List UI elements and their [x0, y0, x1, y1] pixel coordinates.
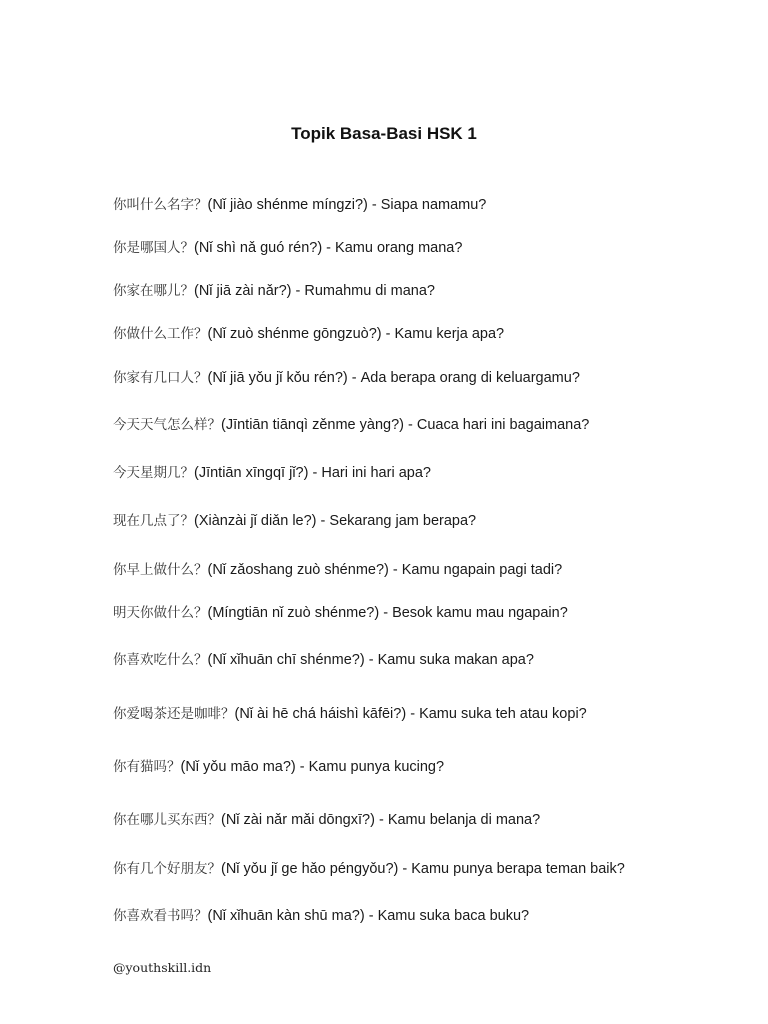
separator: -	[381, 326, 395, 342]
chinese-text: 你喜欢吃什么？	[113, 652, 208, 668]
separator: -	[295, 759, 309, 775]
phrase-item	[113, 650, 753, 670]
footer-handle: @youthskill.idn	[113, 960, 212, 975]
phrase-item	[113, 415, 753, 435]
translation-text: Kamu punya berapa teman baik?	[411, 861, 625, 877]
chinese-text: 你有猫吗？	[113, 759, 181, 775]
chinese-text: 现在几点了？	[113, 513, 194, 529]
pinyin-text: (Nǐ ài hē chá háishì kāfēi?)	[234, 706, 407, 722]
chinese-text: 你是哪国人？	[113, 240, 194, 256]
pinyin-text: (Jīntiān xīngqī jǐ?)	[194, 465, 309, 481]
pinyin-text: (Míngtiān nǐ zuò shénme?)	[207, 605, 380, 621]
phrase-item	[113, 757, 753, 777]
translation-text: Kamu kerja apa?	[394, 326, 505, 342]
phrase-item	[113, 511, 753, 531]
document-title: Topik Basa-Basi HSK 1	[291, 124, 477, 143]
pinyin-text: (Nǐ zài nǎr mǎi dōngxī?)	[221, 812, 375, 828]
chinese-text: 你有几个好朋友？	[113, 861, 221, 877]
separator: -	[364, 652, 378, 668]
pinyin-text: (Nǐ jiā yǒu jǐ kǒu rén?)	[207, 370, 348, 386]
phrase-item	[113, 560, 753, 580]
chinese-text: 今天星期几？	[113, 465, 194, 481]
chinese-text: 你做什么工作？	[113, 326, 208, 342]
pinyin-text: (Nǐ zǎoshang zuò shénme?)	[207, 562, 389, 578]
separator: -	[388, 562, 402, 578]
translation-text: Ada berapa orang di keluargamu?	[360, 370, 580, 386]
translation-text: Kamu ngapain pagi tadi?	[401, 562, 563, 578]
separator: -	[379, 605, 393, 621]
translation-text: Kamu suka teh atau kopi?	[419, 706, 587, 722]
phrase-item	[113, 906, 753, 926]
chinese-text: 明天你做什么？	[113, 605, 208, 621]
translation-text: Hari ini hari apa?	[321, 465, 431, 481]
translation-text: Besok kamu mau ngapain?	[392, 605, 568, 621]
phrase-item	[113, 463, 753, 483]
chinese-text: 你家在哪儿？	[113, 283, 194, 299]
separator: -	[403, 417, 417, 433]
pinyin-text: (Nǐ xǐhuān chī shénme?)	[207, 652, 365, 668]
pinyin-text: (Jīntiān tiānqì zěnme yàng?)	[221, 417, 404, 433]
phrase-item	[113, 603, 753, 623]
chinese-text: 你在哪儿买东西？	[113, 812, 221, 828]
pinyin-text: (Nǐ jiào shénme míngzi?)	[207, 197, 368, 213]
translation-text: Kamu belanja di mana?	[387, 812, 541, 828]
phrase-item	[113, 324, 753, 344]
translation-text: Cuaca hari ini bagaimana?	[416, 417, 590, 433]
separator: -	[367, 197, 381, 213]
chinese-text: 你家有几口人？	[113, 370, 208, 386]
pinyin-text: (Xiànzài jǐ diǎn le?)	[194, 513, 317, 529]
phrase-item	[113, 859, 753, 879]
chinese-text: 你爱喝茶还是咖啡？	[113, 706, 235, 722]
phrase-item	[113, 281, 753, 301]
chinese-text: 今天天气怎么样？	[113, 417, 221, 433]
translation-text: Kamu suka makan apa?	[377, 652, 534, 668]
phrase-item	[113, 368, 753, 388]
phrase-item	[113, 238, 753, 258]
translation-text: Kamu suka baca buku?	[377, 908, 530, 924]
pinyin-text: (Nǐ xǐhuān kàn shū ma?)	[207, 908, 365, 924]
separator: -	[308, 465, 322, 481]
pinyin-text: (Nǐ jiā zài nǎr?)	[194, 283, 292, 299]
translation-text: Sekarang jam berapa?	[329, 513, 477, 529]
translation-text: Kamu punya kucing?	[308, 759, 445, 775]
separator: -	[398, 861, 412, 877]
translation-text: Kamu orang mana?	[335, 240, 463, 256]
separator: -	[347, 370, 361, 386]
chinese-text: 你叫什么名字？	[113, 197, 208, 213]
chinese-text: 你喜欢看书吗？	[113, 908, 208, 924]
translation-text: Rumahmu di mana?	[304, 283, 435, 299]
phrase-item	[113, 704, 753, 724]
pinyin-text: (Nǐ zuò shénme gōngzuò?)	[207, 326, 382, 342]
separator: -	[406, 706, 420, 722]
separator: -	[322, 240, 336, 256]
separator: -	[316, 513, 330, 529]
pinyin-text: (Nǐ shì nǎ guó rén?)	[194, 240, 323, 256]
phrase-item	[113, 195, 753, 215]
phrase-item	[113, 810, 753, 830]
separator: -	[374, 812, 388, 828]
separator: -	[364, 908, 378, 924]
separator: -	[291, 283, 305, 299]
translation-text: Siapa namamu?	[380, 197, 487, 213]
pinyin-text: (Nǐ yǒu māo ma?)	[180, 759, 296, 775]
chinese-text: 你早上做什么？	[113, 562, 208, 578]
pinyin-text: (Nǐ yǒu jǐ ge hǎo péngyǒu?)	[221, 861, 399, 877]
